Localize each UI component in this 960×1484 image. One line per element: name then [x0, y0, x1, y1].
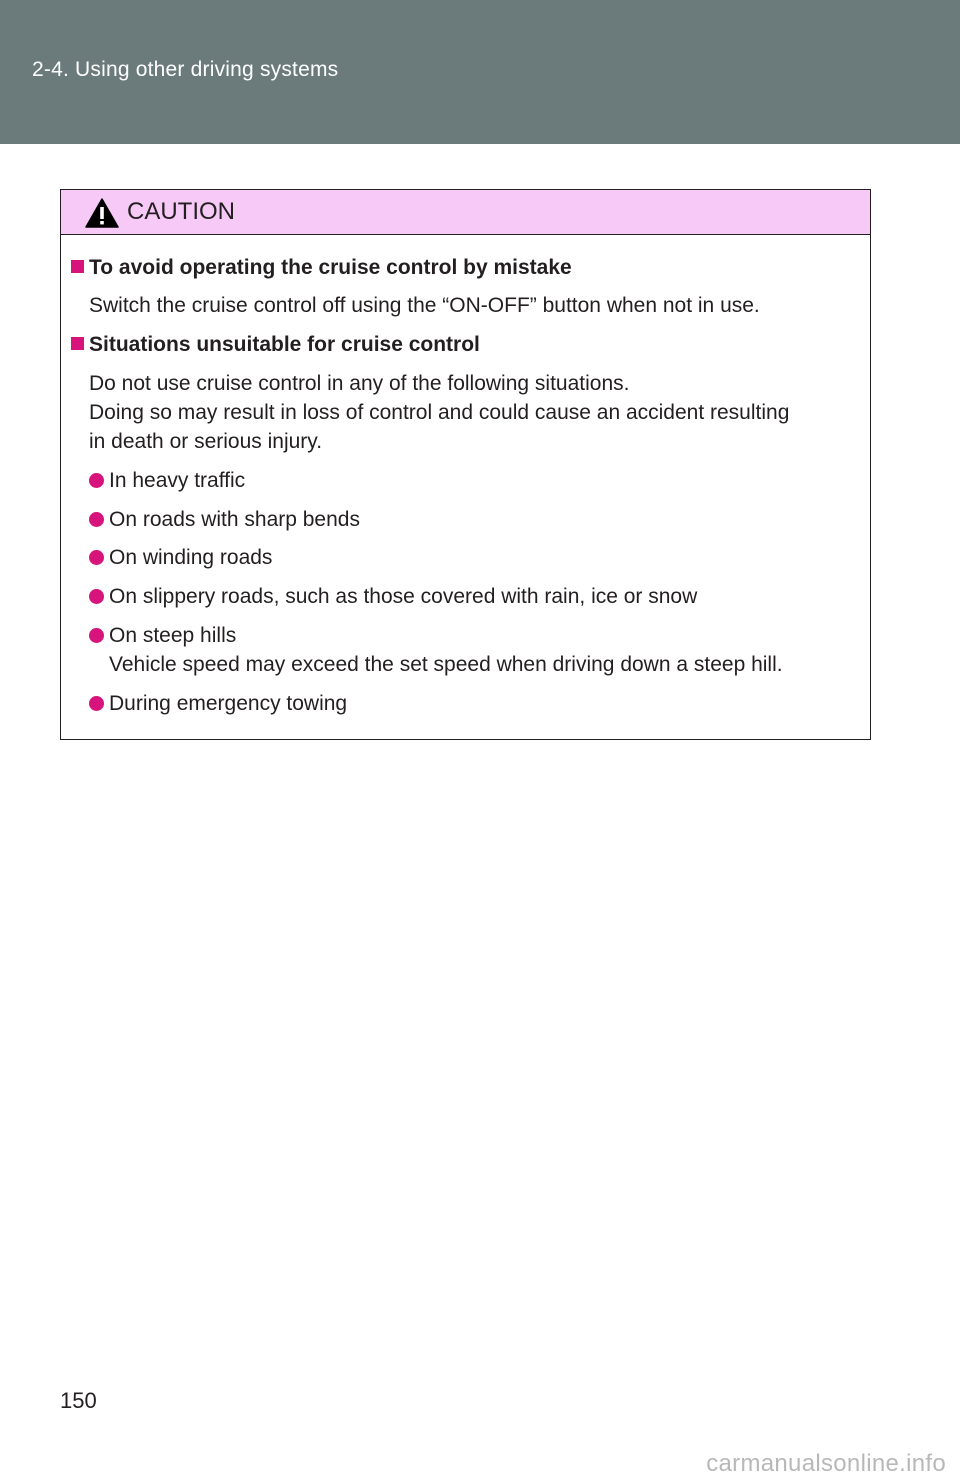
- round-bullet-icon: [89, 696, 104, 711]
- caution-header: [61, 190, 870, 235]
- list-item: On roads with sharp bends: [109, 508, 360, 531]
- round-bullet-icon: [89, 628, 104, 643]
- list-item: On winding roads: [109, 546, 273, 569]
- topic-body-line: Do not use cruise control in any of the following situations.: [89, 372, 630, 395]
- topic-heading: To avoid operating the cruise control by mistake: [89, 256, 572, 279]
- topic-heading: Situations unsuitable for cruise control: [89, 333, 480, 356]
- list-item: In heavy traffic: [109, 469, 246, 492]
- list-item-note: Vehicle speed may exceed the set speed when driving down a steep hill.: [109, 653, 783, 676]
- list-item: On slippery roads, such as those covered with rain, ice or snow: [109, 585, 698, 608]
- watermark: carmanualsonline.info: [706, 1450, 946, 1477]
- header-band: [0, 0, 960, 144]
- round-bullet-icon: [89, 473, 104, 488]
- square-bullet-icon: [71, 260, 84, 273]
- topic-body-line: in death or serious injury.: [89, 430, 323, 453]
- list-item: On steep hills: [109, 624, 237, 647]
- caution-label: CAUTION: [127, 198, 235, 225]
- round-bullet-icon: [89, 512, 104, 527]
- list-item: During emergency towing: [109, 692, 348, 715]
- round-bullet-icon: [89, 589, 104, 604]
- section-title: 2-4. Using other driving systems: [32, 58, 339, 81]
- topic-body-line: Switch the cruise control off using the “ON-OFF” button when not in use.: [89, 294, 760, 317]
- topic-body-line: Doing so may result in loss of control and could cause an accident resulting: [89, 401, 790, 424]
- page-number: 150: [60, 1388, 97, 1413]
- caution-box: [60, 189, 871, 740]
- warning-triangle-icon: [85, 198, 119, 228]
- round-bullet-icon: [89, 550, 104, 565]
- square-bullet-icon: [71, 337, 84, 350]
